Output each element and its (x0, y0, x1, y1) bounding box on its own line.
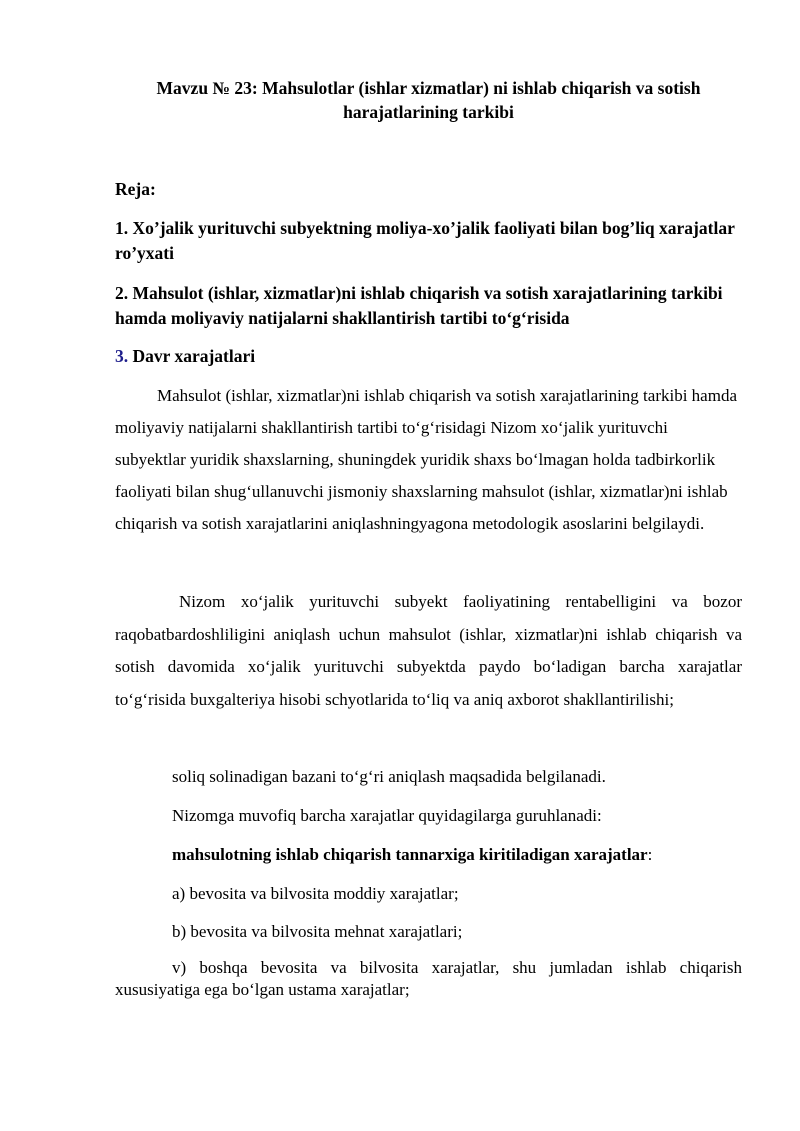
tannarx-heading-colon: : (647, 845, 653, 864)
body-paragraph-2 (115, 586, 742, 717)
title-line-2: harajatlarining tarkibi (343, 102, 514, 122)
list-item-v (115, 957, 742, 1001)
plan-item-number: 3. (115, 346, 129, 366)
plan-item-3 (115, 344, 742, 369)
soliq-line: soliq solinadigan bazani to‘g‘ri aniqlash maqsadida belgilanadi. (172, 767, 606, 786)
page-title (115, 76, 742, 124)
plan-item-text: . Mahsulot (ishlar, xizmatlar)ni ishlab chiqarish va sotish xarajatlarining tarkibi hamda moliyaviy natijalarni shakllantirish tartibi to‘g‘risida (115, 283, 723, 328)
plan-item-text: Xo’jalik yurituvchi subyektning moliya-xo’jalik faoliyati bilan bog’liq xarajatlar ro’yxati (115, 218, 735, 263)
list-item-v-text: v) boshqa bevosita va bilvosita xarajatlar, shu jumladan ishlab chiqarish xususiyatiga ega bo‘lgan ustama xarajatlar; (115, 958, 742, 999)
body-paragraph-1 (115, 380, 742, 540)
paragraph-text: Mahsulot (ishlar, xizmatlar)ni ishlab chiqarish va sotish xarajatlarining tarkibi hamda moliyaviy natijalarni shakllantirish tartibi to‘g‘risidagi Nizom xo‘jalik yurituvchi subyektlar yuridik shaxslarning, shuningdek yuridik shaxs bo‘lmagan holda tadbirkorlik faoliyati bilan shug‘ullanuvchi jismoniy shaxslarning mahsulot (ishlar, xizmatlar)ni ishlab chiqarish va sotish xarajatlarini aniqlashningyagona metodologik asoslarini belgilaydi. (115, 386, 738, 533)
paragraph-text: Nizom xo‘jalik yurituvchi subyekt faoliyatining rentabelligini va bozor raqobatbardoshliligini aniqlash uchun mahsulot (ishlar, xizmatlar)ni ishlab chiqarish va sotish davomida xo‘jalik yurituvchi subyektda paydo bo‘ladigan barcha xarajatlar to‘g‘risida buxgalteriya hisobi schyotlarida to‘liq va aniq axborot shakllantirilishi; (115, 592, 742, 710)
plan-item-1 (115, 216, 742, 266)
title-line-1: Mavzu № 23: Mahsulotlar (ishlar xizmatlar) ni ishlab chiqarish va sotish (156, 78, 701, 98)
plan-item-text: Davr xarajatlari (128, 346, 256, 366)
tannarx-heading-text: mahsulotning ishlab chiqarish tannarxiga kiritiladigan xarajatlar (172, 845, 648, 864)
plan-item-number: 1. (115, 218, 129, 238)
tannarx-heading (172, 844, 742, 866)
plan-heading: Reja: (115, 179, 156, 199)
plan-item-number: 2 (115, 283, 124, 303)
list-item-a: a) bevosita va bilvosita moddiy xarajatlar; (172, 884, 459, 903)
nizomga-line: Nizomga muvofiq barcha xarajatlar quyidagilarga guruhlanadi: (172, 806, 602, 825)
plan-item-2 (115, 281, 742, 331)
list-item-b: b) bevosita va bilvosita mehnat xarajatlari; (172, 922, 463, 941)
